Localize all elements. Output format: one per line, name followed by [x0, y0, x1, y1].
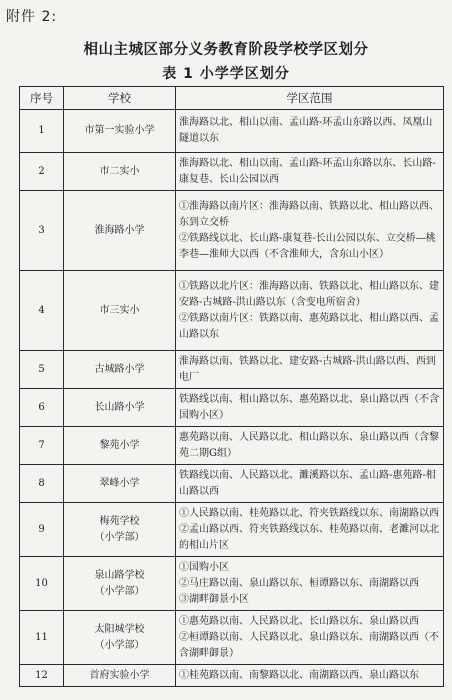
district-scope-cell — [176, 611, 444, 665]
row-number: 8 — [20, 465, 64, 503]
district-scope-text: 淮海路以北、相山以南、孟山路-环孟山东路以西、凤凰山隧道以东 — [179, 117, 433, 144]
row-number: 12 — [20, 665, 64, 687]
school-cell — [64, 110, 176, 153]
header-no: 序号 — [20, 87, 64, 110]
row-number: 7 — [20, 427, 64, 465]
district-scope-cell — [176, 557, 444, 611]
school-cell — [64, 503, 176, 557]
table-row — [20, 465, 444, 503]
row-number: 4 — [20, 271, 64, 351]
school-cell — [64, 665, 176, 687]
school-district-table — [19, 86, 444, 687]
school-cell — [64, 191, 176, 271]
district-scope-text: ①人民路以南、桂苑路以北、符夹铁路线以东、南湖路以西 — [179, 507, 439, 519]
district-scope-cell — [176, 191, 444, 271]
school-name: 太阳城学校 — [94, 623, 145, 635]
district-scope-text: 淮海路以北、相山以南、孟山路-环孟山东路以东、长山路-康复巷、长山公园以西 — [179, 157, 436, 185]
row-number: 3 — [20, 191, 64, 271]
document-title: 相山主城区部分义务教育阶段学校学区划分 — [83, 42, 369, 58]
school-name: 淮海路小学 — [94, 224, 145, 236]
district-scope-text: 铁路线以南、相山路以东、惠苑路以北、泉山路以西（不含国购小区） — [179, 393, 439, 421]
school-cell — [64, 465, 176, 503]
attachment-label: 附件 2: — [6, 9, 58, 25]
school-cell — [64, 351, 176, 389]
school-division: （小学部） — [94, 639, 145, 651]
school-cell — [64, 153, 176, 191]
table-row — [20, 153, 444, 191]
school-name: 古城路小学 — [94, 363, 145, 375]
school-division: （小学部） — [94, 531, 145, 543]
school-name: 黎苑小学 — [99, 439, 140, 451]
district-scope-text: ①淮海路以南片区：淮海路以南、铁路以北、相山路以西、东到立交桥 — [179, 200, 439, 228]
table-row — [20, 351, 444, 389]
school-name: 翠峰小学 — [99, 477, 140, 489]
table-row — [20, 271, 444, 351]
district-scope-cell — [176, 153, 444, 191]
district-scope-cell — [176, 271, 444, 351]
district-scope-cell — [176, 389, 444, 427]
district-scope-text: ①铁路以北片区：淮海路以南、铁路以北、相山路以东、建安路-古城路-洪山路以东（含变电所宿舍） — [179, 280, 439, 308]
table-row — [20, 110, 444, 153]
table-row — [20, 389, 444, 427]
table-row — [20, 427, 444, 465]
school-name: 市三实小 — [99, 304, 140, 316]
school-name: 梅苑学校 — [99, 515, 140, 527]
row-number: 9 — [20, 503, 64, 557]
header-school: 学校 — [64, 87, 176, 110]
district-scope-text: 淮海路以南、铁路以北、建安路-古城路-洪山路以西、西到电厂 — [179, 355, 436, 383]
district-scope-cell — [176, 465, 444, 503]
school-name: 市二实小 — [99, 165, 140, 177]
school-division: （小学部） — [94, 585, 145, 597]
district-scope-cell — [176, 110, 444, 153]
district-scope-text: ②铁路以南片区：铁路以南、惠苑路以北、相山路以西、孟山路以东 — [179, 312, 439, 340]
table-row — [20, 611, 444, 665]
row-number: 6 — [20, 389, 64, 427]
school-cell — [64, 427, 176, 465]
table-row — [20, 503, 444, 557]
school-cell — [64, 271, 176, 351]
table-row — [20, 665, 444, 687]
district-scope-cell — [176, 351, 444, 389]
table-row — [20, 191, 444, 271]
row-number: 10 — [20, 557, 64, 611]
school-name: 市第一实验小学 — [84, 125, 155, 136]
district-scope-cell — [176, 427, 444, 465]
table-row — [20, 557, 444, 611]
district-scope-text: ②铁路线以北、长山路-康复巷-长山公园以东、立交桥—桃李巷—淮师大以西（不含淮师大，含东山小区） — [179, 232, 436, 260]
school-name: 长山路小学 — [94, 401, 145, 413]
district-scope-cell — [176, 665, 444, 687]
school-name: 泉山路学校 — [94, 569, 145, 581]
district-scope-text: ②桓谭路以南、人民路以北、泉山路以东、南湖路以西（不含湖畔御景） — [179, 631, 439, 659]
district-scope-text: ①桂苑路以南、南黎路以北、南湖路以西、泉山路以东 — [179, 669, 419, 681]
district-scope-cell — [176, 503, 444, 557]
school-name: 首府实验小学 — [89, 669, 150, 681]
district-scope-text: 惠苑路以南、人民路以北、相山路以东、泉山路以西（含黎苑二期G组） — [179, 431, 439, 459]
row-number: 1 — [20, 110, 64, 153]
district-scope-text: ①惠苑路以南、人民路以北、长山路以东、泉山路以西 — [179, 615, 419, 627]
school-cell — [64, 611, 176, 665]
district-scope-text: 铁路线以南、人民路以北、濉溪路以东、孟山路-惠苑路-相山路以西 — [179, 469, 436, 497]
row-number: 5 — [20, 351, 64, 389]
district-scope-text: ③湖畔御景小区 — [179, 593, 249, 605]
table-header-row — [20, 87, 444, 110]
school-cell — [64, 557, 176, 611]
school-cell — [64, 389, 176, 427]
row-number: 2 — [20, 153, 64, 191]
district-scope-text: ②马庄路以南、泉山路以东、桓谭路以东、南湖路以西 — [179, 577, 419, 589]
table-title: 表 1 小学学区划分 — [162, 66, 290, 82]
district-scope-text: ①国购小区 — [179, 561, 229, 573]
row-number: 11 — [20, 611, 64, 665]
header-scope: 学区范围 — [176, 87, 444, 110]
district-scope-text: ②孟山路以西、符夹铁路线以东、桂苑路以南、老濉河以北的相山片区 — [179, 523, 439, 551]
